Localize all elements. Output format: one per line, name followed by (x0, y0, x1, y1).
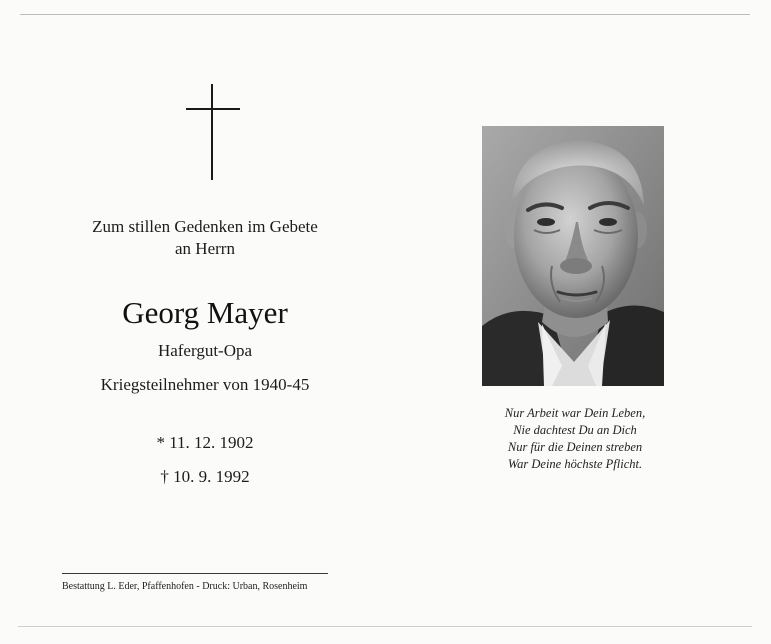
deceased-name: Georg Mayer (122, 295, 288, 330)
poem-line-3: Nur für die Deinen streben (507, 440, 643, 454)
birth-date: * 11. 12. 1902 (156, 433, 254, 452)
footer-credit: Bestattung L. Eder, Pfaffenhofen - Druck: Urban, Rosenheim (62, 581, 308, 592)
intro-text (40, 216, 370, 260)
deceased-nickname: Hafergut-Opa (157, 341, 253, 360)
memorial-poem (470, 405, 680, 473)
portrait-photo (482, 126, 664, 386)
card-edge-bottom (18, 626, 752, 627)
poem-line-2: Nie dachtest Du an Dich (513, 423, 637, 437)
card-edge-top (20, 14, 750, 15)
service-note: Kriegsteilnehmer von 1940-45 (100, 375, 310, 394)
intro-line-2: an Herrn (175, 239, 235, 258)
poem-line-4: War Deine höchste Pflicht. (507, 457, 643, 471)
death-date: † 10. 9. 1992 (160, 467, 250, 486)
poem-line-1: Nur Arbeit war Dein Leben, (504, 406, 646, 420)
footer-divider (62, 573, 328, 574)
intro-line-1: Zum stillen Gedenken im Gebete (92, 217, 318, 236)
cross-icon (186, 84, 240, 180)
